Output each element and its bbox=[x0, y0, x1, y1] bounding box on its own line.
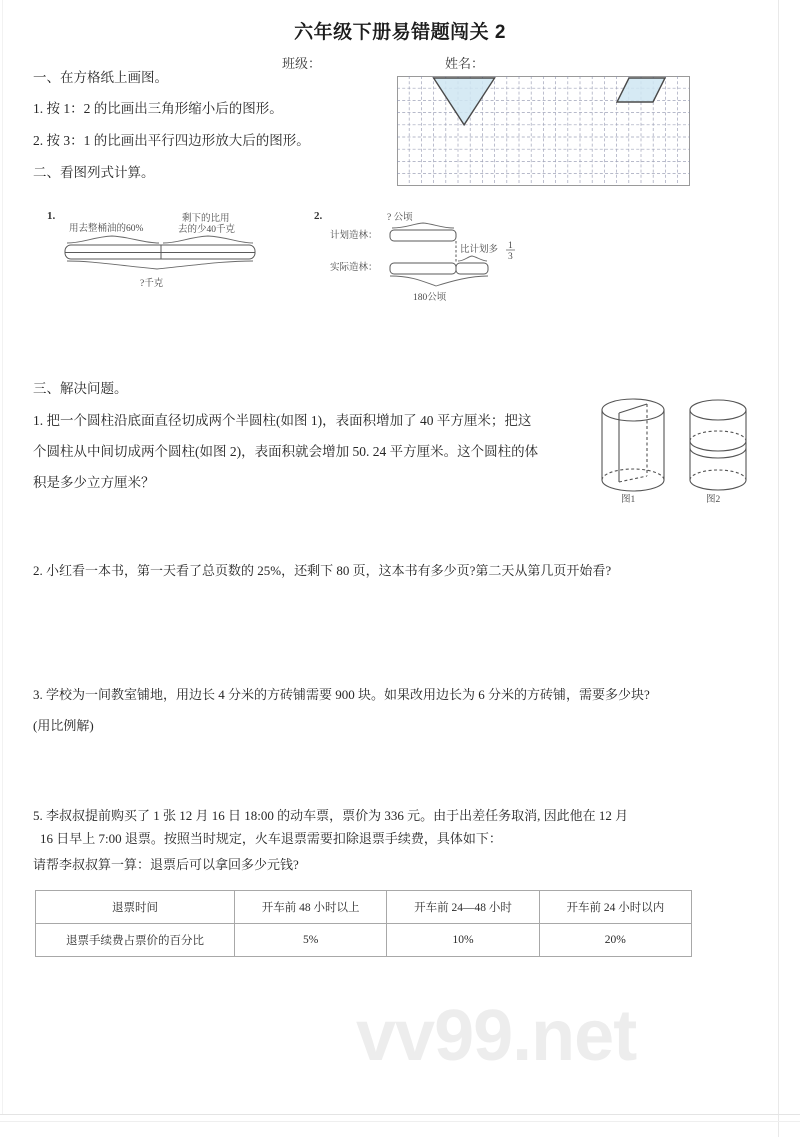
question-2-line-1: 2. 小红看一本书，第一天看了总页数的 25%，还剩下 80 页，这本书有多少页?第二天从第几页开始看? bbox=[33, 563, 612, 578]
page-edge-bottom bbox=[0, 1114, 800, 1115]
diagram-1-top-right-label: 剩下的比用 bbox=[182, 214, 230, 224]
question-3-line-2: (用比例解) bbox=[33, 718, 94, 733]
question-5-line-3: 请帮李叔叔算一算：退票后可以拿回多少元钱? bbox=[33, 857, 299, 872]
diagram-2-bottom-label: 180公顷 bbox=[413, 293, 447, 303]
page-edge-left bbox=[2, 0, 3, 1114]
section-1-item-2: 2. 按 3：1 的比画出平行四边形放大后的图形。 bbox=[33, 133, 310, 148]
question-3-line-1: 3. 学校为一间教室铺地，用边长 4 分米的方砖铺需要 900 块。如果改用边长为 6 分米的方砖铺，需要多少块? bbox=[33, 687, 650, 702]
diagram-2-number: 2. bbox=[314, 210, 323, 222]
question-1-line-2: 个圆柱从中间切成两个圆柱(如图 2)，表面积就会增加 50. 24 平方厘米。这个圆柱的体 bbox=[33, 444, 539, 459]
bar-diagram-1 bbox=[45, 207, 295, 292]
refund-time-header: 退票时间 bbox=[36, 891, 235, 924]
figure-2-caption: 图2 bbox=[706, 495, 721, 505]
name-field-label: 姓名： bbox=[445, 56, 485, 71]
diagram-2-fraction-denominator: 3 bbox=[508, 252, 513, 262]
refund-fee-table bbox=[35, 890, 692, 957]
refund-time-col-3: 开车前 24 小时以内 bbox=[539, 891, 691, 924]
section-1-item-1: 1. 按 1：2 的比画出三角形缩小后的图形。 bbox=[33, 101, 283, 116]
diagram-1-number: 1. bbox=[47, 210, 56, 222]
refund-fee-col-3: 20% bbox=[539, 924, 691, 957]
section-3-heading: 三、解决问题。 bbox=[33, 381, 128, 396]
section-2-heading: 二、看图列式计算。 bbox=[33, 165, 155, 180]
refund-fee-col-1: 5% bbox=[235, 924, 387, 957]
class-field-label: 班级： bbox=[282, 56, 322, 71]
refund-time-col-1: 开车前 48 小时以上 bbox=[235, 891, 387, 924]
refund-time-col-2: 开车前 24—48 小时 bbox=[387, 891, 539, 924]
diagram-2-row2-label: 实际造林： bbox=[330, 263, 378, 273]
cylinder-2-icon bbox=[690, 400, 746, 490]
refund-fee-header: 退票手续费占票价的百分比 bbox=[36, 924, 235, 957]
diagram-1-top-right-label-2: 去的少40千克 bbox=[178, 225, 236, 235]
cylinder-figures bbox=[598, 396, 758, 516]
site-watermark: vv99.net bbox=[356, 996, 637, 1076]
diagram-2-top-label: ? 公顷 bbox=[387, 213, 413, 223]
section-1-heading: 一、在方格纸上画图。 bbox=[33, 70, 168, 85]
diagram-1-top-left-label: 用去整桶油的60% bbox=[69, 224, 144, 234]
question-1-line-1: 1. 把一个圆柱沿底面直径切成两个半圆柱(如图 1)，表面积增加了 40 平方厘米；把这 bbox=[33, 413, 532, 428]
question-5-line-1: 5. 李叔叔提前购买了 1 张 12 月 16 日 18:00 的动车票，票价为 336 元。由于出差任务取消, 因此他在 12 月 bbox=[33, 808, 629, 823]
diagram-2-right-label: 比计划多 bbox=[460, 245, 499, 255]
question-1-line-3: 积是多少立方厘米？ bbox=[33, 475, 155, 490]
page-title: 六年级下册易错题闯关 2 bbox=[294, 22, 506, 43]
cylinder-1-icon bbox=[602, 399, 664, 491]
table-row bbox=[36, 891, 692, 924]
diagram-2-row1-label: 计划造林： bbox=[330, 231, 378, 241]
question-5-line-2: 16 日早上 7:00 退票。按照当时规定，火车退票需要扣除退票手续费，具体如下： bbox=[40, 831, 502, 846]
bar-diagram-2 bbox=[312, 205, 522, 305]
diagram-1-bottom-label: ?千克 bbox=[140, 279, 164, 289]
table-row bbox=[36, 924, 692, 957]
page-edge-right bbox=[778, 0, 779, 1137]
refund-fee-col-2: 10% bbox=[387, 924, 539, 957]
figure-1-caption: 图1 bbox=[621, 495, 636, 505]
grid-paper-figure bbox=[397, 76, 690, 186]
page-edge-bottom-secondary bbox=[0, 1121, 800, 1122]
diagram-2-fraction-numerator: 1 bbox=[508, 241, 513, 251]
